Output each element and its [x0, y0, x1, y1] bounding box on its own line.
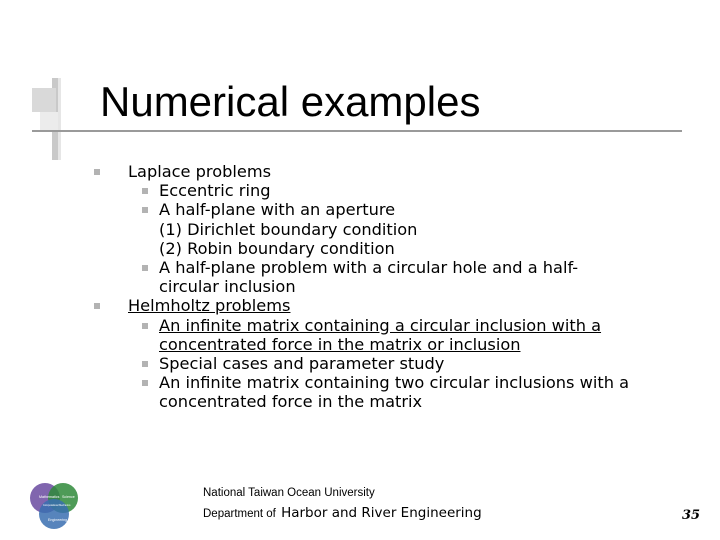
sub-bullet-text: (1) Dirichlet boundary condition — [159, 219, 418, 239]
sub-bullet — [96, 181, 708, 200]
bullet-marker — [94, 169, 100, 175]
sub-bullet-text: (2) Robin boundary condition — [159, 238, 395, 258]
logo-label-science: Science — [62, 495, 75, 499]
bullet-marker — [142, 207, 148, 213]
footer-department — [203, 505, 482, 521]
sub-bullet-text: A half-plane with an aperture — [159, 200, 396, 220]
decor-square-dark — [32, 88, 56, 112]
sub-bullet — [96, 200, 708, 219]
title-underline — [32, 130, 682, 132]
bullet-text: Laplace problems — [128, 162, 272, 181]
logo-label-mathematics: Mathematics — [39, 495, 60, 499]
bullet-marker — [142, 323, 148, 329]
bullet-list — [96, 162, 708, 412]
bullet-marker — [142, 380, 148, 386]
footer-university: National Taiwan Ocean University — [203, 487, 375, 499]
slide-title: Numerical examples — [100, 78, 481, 125]
sub-bullet[interactable] — [96, 316, 708, 335]
sub-bullet-continuation — [96, 277, 708, 296]
department-logo — [26, 478, 82, 534]
bullet-marker — [94, 303, 100, 309]
bullet-link-text[interactable]: Helmholtz problems — [128, 296, 291, 316]
bullet-helmholtz[interactable] — [96, 296, 708, 315]
sub-bullet-link-text[interactable]: An infinite matrix containing a circular inclusion with a — [159, 315, 602, 335]
sub-bullet-text: Eccentric ring — [159, 181, 271, 201]
sub-bullet-continuation — [96, 392, 708, 411]
sub-bullet — [96, 373, 708, 392]
footer-department-name: Harbor and River Engineering — [281, 505, 482, 521]
page-number: 35 — [682, 508, 701, 523]
sub-bullet — [96, 258, 708, 277]
sub-bullet — [96, 354, 708, 373]
bullet-marker — [142, 265, 148, 271]
sub-bullet-text: Special cases and parameter study — [159, 354, 445, 374]
logo-label-engineering: Engineering — [48, 518, 68, 522]
sub-bullet-continuation[interactable] — [96, 335, 708, 354]
sub-bullet-text: concentrated force in the matrix — [159, 392, 423, 412]
sub-bullet-continuation — [96, 239, 708, 258]
sub-bullet-link-text[interactable]: concentrated force in the matrix or inclusion — [159, 334, 521, 354]
decor-vertical-bar-light — [58, 78, 61, 160]
bullet-marker — [142, 361, 148, 367]
sub-bullet-text: A half-plane problem with a circular hole and a half- — [159, 258, 579, 278]
sub-bullet-continuation — [96, 220, 708, 239]
footer-department-prefix: Department of — [203, 508, 276, 520]
sub-bullet-text: circular inclusion — [159, 277, 296, 297]
bullet-marker — [142, 188, 148, 194]
sub-bullet-text: An infinite matrix containing two circular inclusions with a — [159, 373, 630, 393]
bullet-laplace — [96, 162, 708, 181]
decor-square-light — [40, 112, 58, 132]
logo-center-label: Computational Mechanics — [43, 504, 71, 507]
